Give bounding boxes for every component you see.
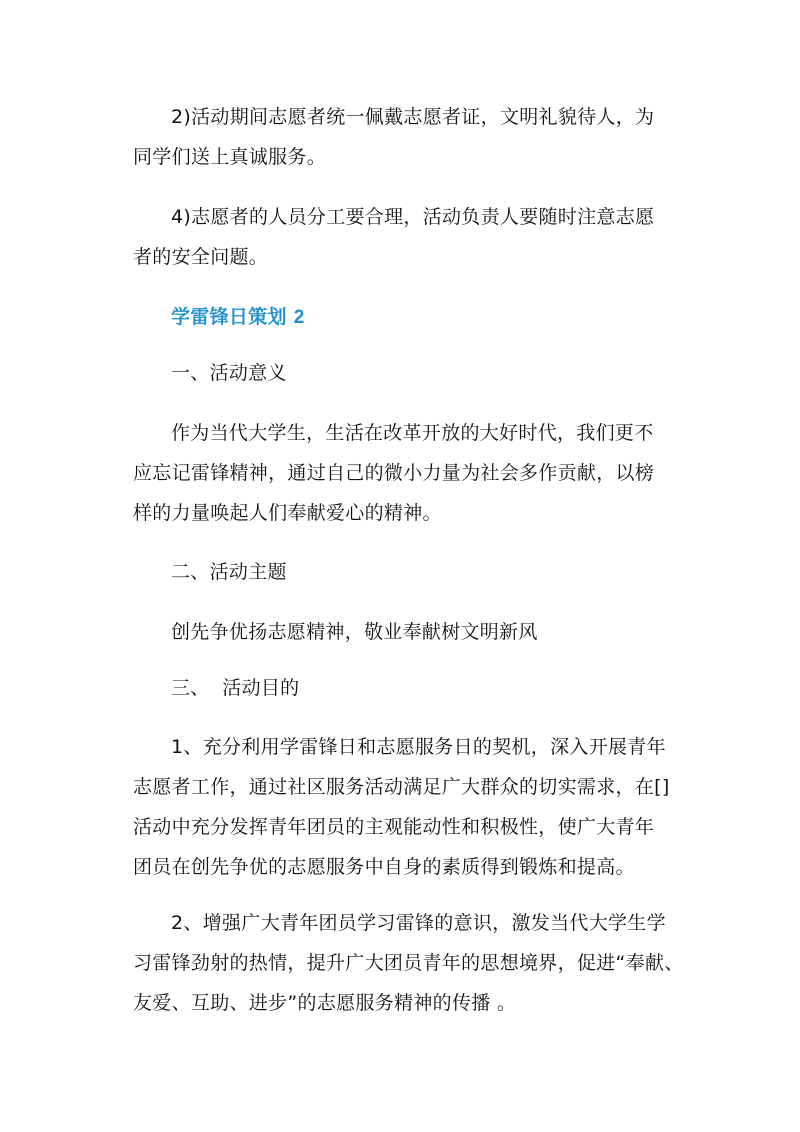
text-line: 同学们送上真诚服务。 [133, 146, 327, 168]
text-line: 4)志愿者的人员分工要合理，活动负责人要随时注意志愿 [171, 206, 655, 228]
section-title-text: 二、活动主题 [171, 561, 287, 583]
text-line: 作为当代大学生，生活在改革开放的大好时代，我们更不 [171, 422, 654, 444]
section-body-significance [133, 413, 673, 533]
text-line: 团员在创先争优的志愿服务中自身的素质得到锻炼和提高。 [133, 856, 635, 878]
text-line: 样的力量唤起人们奉献爱心的精神。 [133, 502, 442, 524]
section-heading-number: 2 [293, 307, 305, 328]
section-title-text: 一、活动意义 [171, 362, 287, 384]
text-line: 者的安全问题。 [133, 246, 269, 268]
section-heading-text: 学雷锋日策划 [171, 306, 287, 328]
text-line: 志愿者工作，通过社区服务活动满足广大群众的切实需求，在[] [133, 776, 670, 798]
text-line: 1、充分利用学雷锋日和志愿服务日的契机，深入开展青年 [171, 736, 666, 758]
section-heading [171, 297, 305, 338]
text-line: 习雷锋劲射的热情，提升广大团员青年的思想境界，促进“奉献、 [133, 952, 684, 974]
text-line: 创先争优扬志愿精神，敬业奉献树文明新风 [171, 621, 538, 643]
section-body-theme [133, 612, 673, 652]
text-line: 应忘记雷锋精神，通过自己的微小力量为社会多作贡献，以榜 [133, 462, 655, 484]
text-line: 2)活动期间志愿者统一佩戴志愿者证，文明礼貌待人，为 [171, 106, 655, 128]
section-title-text: 三、 活动目的 [171, 677, 300, 699]
section-title-theme [133, 552, 673, 592]
purpose-item-1 [133, 727, 673, 887]
paragraph-volunteer-badge [133, 97, 673, 177]
text-line: 2、增强广大青年团员学习雷锋的意识，激发当代大学生学 [171, 912, 666, 934]
purpose-item-2 [133, 903, 684, 1023]
section-title-significance [133, 353, 673, 393]
paragraph-volunteer-safety [133, 197, 673, 277]
section-title-purpose [133, 668, 673, 708]
text-line: 友爱、互助、进步”的志愿服务精神的传播 。 [133, 992, 517, 1014]
text-line: 活动中充分发挥青年团员的主观能动性和积极性，使广大青年 [133, 816, 655, 838]
